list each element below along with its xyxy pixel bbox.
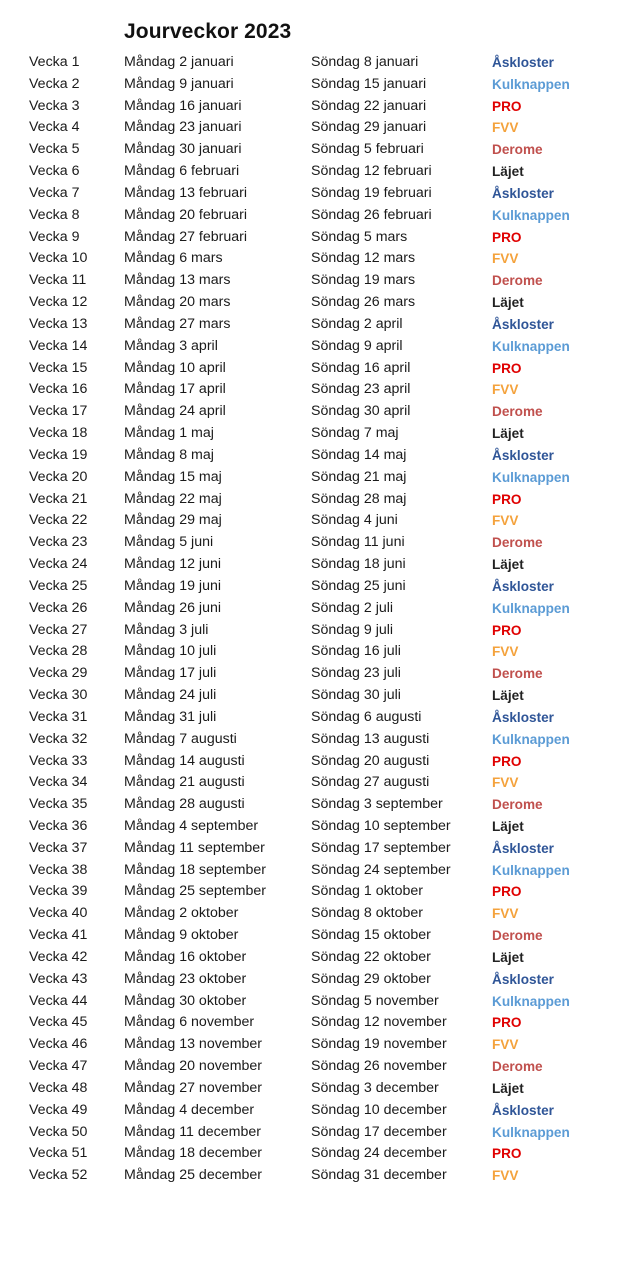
sunday-cell: Söndag 2 april bbox=[311, 315, 403, 332]
week-cell: Vecka 18 bbox=[29, 425, 88, 442]
table-row bbox=[0, 751, 636, 773]
week-cell: Vecka 32 bbox=[29, 730, 88, 747]
table-row bbox=[0, 510, 636, 532]
team-cell: Åskloster bbox=[492, 709, 554, 725]
monday-cell: Måndag 9 oktober bbox=[124, 927, 239, 944]
sunday-cell: Söndag 19 november bbox=[311, 1036, 447, 1053]
table-row bbox=[0, 532, 636, 554]
team-cell: Läjet bbox=[492, 949, 524, 965]
team-cell: PRO bbox=[492, 491, 522, 507]
sunday-cell: Söndag 12 februari bbox=[311, 163, 432, 180]
sunday-cell: Söndag 19 mars bbox=[311, 272, 416, 289]
team-cell: Derome bbox=[492, 535, 543, 551]
monday-cell: Måndag 2 januari bbox=[124, 54, 234, 70]
week-cell: Vecka 41 bbox=[29, 927, 88, 944]
team-cell: Kulknappen bbox=[492, 207, 570, 223]
monday-cell: Måndag 11 december bbox=[124, 1123, 261, 1140]
table-row bbox=[0, 838, 636, 860]
week-cell: Vecka 10 bbox=[29, 250, 88, 267]
week-cell: Vecka 46 bbox=[29, 1036, 88, 1053]
sunday-cell: Söndag 13 augusti bbox=[311, 730, 430, 747]
sunday-cell: Söndag 27 augusti bbox=[311, 774, 430, 791]
week-cell: Vecka 23 bbox=[29, 534, 88, 551]
sunday-cell: Söndag 20 augusti bbox=[311, 752, 430, 769]
week-cell: Vecka 22 bbox=[29, 512, 88, 529]
monday-cell: Måndag 27 mars bbox=[124, 315, 231, 332]
week-cell: Vecka 29 bbox=[29, 665, 88, 682]
table-row bbox=[0, 860, 636, 882]
monday-cell: Måndag 30 januari bbox=[124, 141, 242, 158]
week-cell: Vecka 27 bbox=[29, 621, 88, 638]
team-cell: FVV bbox=[492, 251, 519, 267]
sunday-cell: Söndag 21 maj bbox=[311, 468, 407, 485]
sunday-cell: Söndag 22 oktober bbox=[311, 948, 431, 965]
table-row bbox=[0, 794, 636, 816]
table-row bbox=[0, 183, 636, 205]
week-cell: Vecka 12 bbox=[29, 294, 88, 311]
sunday-cell: Söndag 5 november bbox=[311, 992, 439, 1009]
week-cell: Vecka 33 bbox=[29, 752, 88, 769]
table-row bbox=[0, 445, 636, 467]
table-row bbox=[0, 1078, 636, 1100]
table-row bbox=[0, 598, 636, 620]
sunday-cell: Söndag 30 april bbox=[311, 403, 411, 420]
monday-cell: Måndag 24 juli bbox=[124, 687, 217, 704]
monday-cell: Måndag 16 oktober bbox=[124, 948, 247, 965]
sunday-cell: Söndag 24 september bbox=[311, 861, 451, 878]
monday-cell: Måndag 22 maj bbox=[124, 490, 222, 507]
sunday-cell: Söndag 8 januari bbox=[311, 54, 419, 70]
page-title: Jourveckor 2023 bbox=[124, 20, 292, 43]
table-row bbox=[0, 772, 636, 794]
week-cell: Vecka 39 bbox=[29, 883, 88, 900]
schedule-table bbox=[0, 52, 636, 1187]
team-cell: Läjet bbox=[492, 557, 524, 573]
table-row bbox=[0, 991, 636, 1013]
week-cell: Vecka 2 bbox=[29, 75, 80, 92]
table-row bbox=[0, 685, 636, 707]
team-cell: PRO bbox=[492, 229, 522, 245]
table-row bbox=[0, 467, 636, 489]
table-row bbox=[0, 1122, 636, 1144]
sunday-cell: Söndag 28 maj bbox=[311, 490, 407, 507]
week-cell: Vecka 48 bbox=[29, 1079, 88, 1096]
sunday-cell: Söndag 14 maj bbox=[311, 446, 407, 463]
team-cell: Derome bbox=[492, 928, 543, 944]
table-row bbox=[0, 314, 636, 336]
monday-cell: Måndag 13 mars bbox=[124, 272, 231, 289]
monday-cell: Måndag 26 juni bbox=[124, 599, 222, 616]
monday-cell: Måndag 30 oktober bbox=[124, 992, 247, 1009]
table-row bbox=[0, 903, 636, 925]
team-cell: FVV bbox=[492, 775, 519, 791]
team-cell: FVV bbox=[492, 120, 519, 136]
monday-cell: Måndag 15 maj bbox=[124, 468, 222, 485]
table-row bbox=[0, 74, 636, 96]
table-row bbox=[0, 401, 636, 423]
sunday-cell: Söndag 26 februari bbox=[311, 206, 432, 223]
table-row bbox=[0, 1012, 636, 1034]
team-cell: Läjet bbox=[492, 295, 524, 311]
week-cell: Vecka 38 bbox=[29, 861, 88, 878]
team-cell: Åskloster bbox=[492, 840, 554, 856]
week-cell: Vecka 13 bbox=[29, 315, 88, 332]
week-cell: Vecka 47 bbox=[29, 1058, 88, 1075]
sunday-cell: Söndag 4 juni bbox=[311, 512, 398, 529]
team-cell: Åskloster bbox=[492, 971, 554, 987]
table-row bbox=[0, 489, 636, 511]
sunday-cell: Söndag 15 januari bbox=[311, 75, 427, 92]
monday-cell: Måndag 23 oktober bbox=[124, 970, 247, 987]
week-cell: Vecka 35 bbox=[29, 796, 88, 813]
monday-cell: Måndag 1 maj bbox=[124, 425, 214, 442]
team-cell: FVV bbox=[492, 382, 519, 398]
monday-cell: Måndag 4 september bbox=[124, 817, 259, 834]
team-cell: Kulknappen bbox=[492, 338, 570, 354]
monday-cell: Måndag 14 augusti bbox=[124, 752, 245, 769]
table-row bbox=[0, 139, 636, 161]
monday-cell: Måndag 5 juni bbox=[124, 534, 214, 551]
table-row bbox=[0, 707, 636, 729]
table-row bbox=[0, 227, 636, 249]
monday-cell: Måndag 9 januari bbox=[124, 75, 234, 92]
sunday-cell: Söndag 22 januari bbox=[311, 97, 427, 114]
table-row bbox=[0, 554, 636, 576]
table-row bbox=[0, 248, 636, 270]
week-cell: Vecka 11 bbox=[29, 272, 87, 289]
table-row bbox=[0, 117, 636, 139]
table-row bbox=[0, 423, 636, 445]
sunday-cell: Söndag 25 juni bbox=[311, 577, 406, 594]
monday-cell: Måndag 18 december bbox=[124, 1145, 263, 1162]
table-row bbox=[0, 336, 636, 358]
table-row bbox=[0, 816, 636, 838]
sunday-cell: Söndag 12 november bbox=[311, 1014, 447, 1031]
team-cell: Derome bbox=[492, 404, 543, 420]
monday-cell: Måndag 12 juni bbox=[124, 556, 222, 573]
monday-cell: Måndag 13 februari bbox=[124, 184, 248, 201]
sunday-cell: Söndag 18 juni bbox=[311, 556, 406, 573]
team-cell: Läjet bbox=[492, 688, 524, 704]
week-cell: Vecka 30 bbox=[29, 687, 88, 704]
table-row bbox=[0, 663, 636, 685]
monday-cell: Måndag 20 november bbox=[124, 1058, 263, 1075]
table-row bbox=[0, 358, 636, 380]
sunday-cell: Söndag 7 maj bbox=[311, 425, 399, 442]
monday-cell: Måndag 2 oktober bbox=[124, 905, 239, 922]
monday-cell: Måndag 11 september bbox=[124, 839, 265, 856]
monday-cell: Måndag 27 februari bbox=[124, 228, 248, 245]
sunday-cell: Söndag 15 oktober bbox=[311, 927, 431, 944]
week-cell: Vecka 43 bbox=[29, 970, 88, 987]
team-cell: FVV bbox=[492, 1168, 519, 1184]
week-cell: Vecka 3 bbox=[29, 97, 80, 114]
week-cell: Vecka 50 bbox=[29, 1123, 88, 1140]
team-cell: Åskloster bbox=[492, 447, 554, 463]
week-cell: Vecka 17 bbox=[29, 403, 88, 420]
sunday-cell: Söndag 8 oktober bbox=[311, 905, 424, 922]
week-cell: Vecka 31 bbox=[29, 708, 88, 725]
table-row bbox=[0, 947, 636, 969]
monday-cell: Måndag 24 april bbox=[124, 403, 226, 420]
monday-cell: Måndag 25 september bbox=[124, 883, 266, 900]
table-row bbox=[0, 620, 636, 642]
table-row bbox=[0, 1100, 636, 1122]
table-row bbox=[0, 96, 636, 118]
table-row bbox=[0, 576, 636, 598]
week-cell: Vecka 14 bbox=[29, 337, 88, 354]
sunday-cell: Söndag 23 april bbox=[311, 381, 411, 398]
table-row bbox=[0, 881, 636, 903]
week-cell: Vecka 16 bbox=[29, 381, 88, 398]
table-row bbox=[0, 1034, 636, 1056]
table-row bbox=[0, 925, 636, 947]
team-cell: PRO bbox=[492, 98, 522, 114]
monday-cell: Måndag 7 augusti bbox=[124, 730, 237, 747]
sunday-cell: Söndag 12 mars bbox=[311, 250, 416, 267]
monday-cell: Måndag 8 maj bbox=[124, 446, 214, 463]
team-cell: FVV bbox=[492, 1037, 519, 1053]
team-cell: Kulknappen bbox=[492, 862, 570, 878]
monday-cell: Måndag 3 april bbox=[124, 337, 218, 354]
monday-cell: Måndag 6 november bbox=[124, 1014, 255, 1031]
week-cell: Vecka 20 bbox=[29, 468, 88, 485]
table-row bbox=[0, 292, 636, 314]
week-cell: Vecka 42 bbox=[29, 948, 88, 965]
sunday-cell: Söndag 11 juni bbox=[311, 534, 405, 551]
week-cell: Vecka 24 bbox=[29, 556, 88, 573]
team-cell: FVV bbox=[492, 513, 519, 529]
week-cell: Vecka 37 bbox=[29, 839, 88, 856]
table-row bbox=[0, 729, 636, 751]
monday-cell: Måndag 17 juli bbox=[124, 665, 217, 682]
team-cell: Kulknappen bbox=[492, 600, 570, 616]
monday-cell: Måndag 16 januari bbox=[124, 97, 242, 114]
week-cell: Vecka 28 bbox=[29, 643, 88, 660]
monday-cell: Måndag 18 september bbox=[124, 861, 266, 878]
team-cell: Kulknappen bbox=[492, 469, 570, 485]
team-cell: PRO bbox=[492, 360, 522, 376]
team-cell: FVV bbox=[492, 906, 519, 922]
week-cell: Vecka 7 bbox=[29, 184, 80, 201]
sunday-cell: Söndag 17 september bbox=[311, 839, 451, 856]
team-cell: PRO bbox=[492, 1015, 522, 1031]
team-cell: Kulknappen bbox=[492, 1124, 570, 1140]
sunday-cell: Söndag 26 mars bbox=[311, 294, 416, 311]
team-cell: Kulknappen bbox=[492, 731, 570, 747]
week-cell: Vecka 8 bbox=[29, 206, 80, 223]
monday-cell: Måndag 4 december bbox=[124, 1101, 255, 1118]
team-cell: Åskloster bbox=[492, 316, 554, 332]
table-row bbox=[0, 270, 636, 292]
sunday-cell: Söndag 24 december bbox=[311, 1145, 447, 1162]
team-cell: Läjet bbox=[492, 426, 524, 442]
table-row bbox=[0, 161, 636, 183]
week-cell: Vecka 15 bbox=[29, 359, 88, 376]
team-cell: Läjet bbox=[492, 1080, 524, 1096]
monday-cell: Måndag 21 augusti bbox=[124, 774, 245, 791]
monday-cell: Måndag 3 juli bbox=[124, 621, 209, 638]
team-cell: Åskloster bbox=[492, 578, 554, 594]
table-row bbox=[0, 969, 636, 991]
monday-cell: Måndag 20 mars bbox=[124, 294, 231, 311]
sunday-cell: Söndag 16 april bbox=[311, 359, 411, 376]
week-cell: Vecka 1 bbox=[29, 54, 80, 70]
week-cell: Vecka 4 bbox=[29, 119, 80, 136]
team-cell: Derome bbox=[492, 273, 543, 289]
monday-cell: Måndag 17 april bbox=[124, 381, 226, 398]
week-cell: Vecka 25 bbox=[29, 577, 88, 594]
team-cell: Kulknappen bbox=[492, 76, 570, 92]
sunday-cell: Söndag 23 juli bbox=[311, 665, 401, 682]
sunday-cell: Söndag 9 april bbox=[311, 337, 403, 354]
team-cell: Åskloster bbox=[492, 55, 554, 70]
sunday-cell: Söndag 26 november bbox=[311, 1058, 447, 1075]
sunday-cell: Söndag 10 december bbox=[311, 1101, 447, 1118]
table-row bbox=[0, 205, 636, 227]
monday-cell: Måndag 13 november bbox=[124, 1036, 263, 1053]
sunday-cell: Söndag 5 mars bbox=[311, 228, 408, 245]
sunday-cell: Söndag 19 februari bbox=[311, 184, 432, 201]
week-cell: Vecka 49 bbox=[29, 1101, 88, 1118]
week-cell: Vecka 51 bbox=[29, 1145, 88, 1162]
team-cell: Derome bbox=[492, 142, 543, 158]
week-cell: Vecka 5 bbox=[29, 141, 80, 158]
sunday-cell: Söndag 10 september bbox=[311, 817, 451, 834]
sunday-cell: Söndag 17 december bbox=[311, 1123, 447, 1140]
week-cell: Vecka 44 bbox=[29, 992, 88, 1009]
sunday-cell: Söndag 9 juli bbox=[311, 621, 394, 638]
team-cell: Åskloster bbox=[492, 1102, 554, 1118]
week-cell: Vecka 21 bbox=[29, 490, 88, 507]
table-row bbox=[0, 379, 636, 401]
sunday-cell: Söndag 31 december bbox=[311, 1167, 447, 1184]
week-cell: Vecka 40 bbox=[29, 905, 88, 922]
team-cell: FVV bbox=[492, 644, 519, 660]
week-cell: Vecka 26 bbox=[29, 599, 88, 616]
week-cell: Vecka 6 bbox=[29, 163, 80, 180]
monday-cell: Måndag 10 juli bbox=[124, 643, 217, 660]
week-cell: Vecka 52 bbox=[29, 1167, 88, 1184]
sunday-cell: Söndag 1 oktober bbox=[311, 883, 424, 900]
sunday-cell: Söndag 30 juli bbox=[311, 687, 401, 704]
sunday-cell: Söndag 3 december bbox=[311, 1079, 439, 1096]
table-row bbox=[0, 1143, 636, 1165]
monday-cell: Måndag 29 maj bbox=[124, 512, 222, 529]
monday-cell: Måndag 31 juli bbox=[124, 708, 217, 725]
team-cell: Kulknappen bbox=[492, 993, 570, 1009]
sunday-cell: Söndag 2 juli bbox=[311, 599, 394, 616]
table-row bbox=[0, 1165, 636, 1187]
team-cell: Derome bbox=[492, 797, 543, 813]
team-cell: Läjet bbox=[492, 818, 524, 834]
monday-cell: Måndag 20 februari bbox=[124, 206, 248, 223]
team-cell: PRO bbox=[492, 884, 522, 900]
week-cell: Vecka 34 bbox=[29, 774, 88, 791]
monday-cell: Måndag 23 januari bbox=[124, 119, 242, 136]
sunday-cell: Söndag 16 juli bbox=[311, 643, 401, 660]
team-cell: Läjet bbox=[492, 164, 524, 180]
monday-cell: Måndag 25 december bbox=[124, 1167, 263, 1184]
team-cell: PRO bbox=[492, 622, 522, 638]
monday-cell: Måndag 28 augusti bbox=[124, 796, 245, 813]
week-cell: Vecka 9 bbox=[29, 228, 80, 245]
week-cell: Vecka 45 bbox=[29, 1014, 88, 1031]
team-cell: PRO bbox=[492, 1146, 522, 1162]
monday-cell: Måndag 19 juni bbox=[124, 577, 222, 594]
team-cell: Åskloster bbox=[492, 185, 554, 201]
sunday-cell: Söndag 5 februari bbox=[311, 141, 424, 158]
monday-cell: Måndag 10 april bbox=[124, 359, 226, 376]
sunday-cell: Söndag 6 augusti bbox=[311, 708, 422, 725]
monday-cell: Måndag 6 februari bbox=[124, 163, 240, 180]
team-cell: Derome bbox=[492, 1059, 543, 1075]
table-row bbox=[0, 1056, 636, 1078]
sunday-cell: Söndag 3 september bbox=[311, 796, 443, 813]
table-row bbox=[0, 52, 636, 74]
sunday-cell: Söndag 29 januari bbox=[311, 119, 427, 136]
team-cell: Derome bbox=[492, 666, 543, 682]
week-cell: Vecka 19 bbox=[29, 446, 88, 463]
sunday-cell: Söndag 29 oktober bbox=[311, 970, 431, 987]
team-cell: PRO bbox=[492, 753, 522, 769]
table-row bbox=[0, 641, 636, 663]
monday-cell: Måndag 27 november bbox=[124, 1079, 263, 1096]
monday-cell: Måndag 6 mars bbox=[124, 250, 223, 267]
week-cell: Vecka 36 bbox=[29, 817, 88, 834]
